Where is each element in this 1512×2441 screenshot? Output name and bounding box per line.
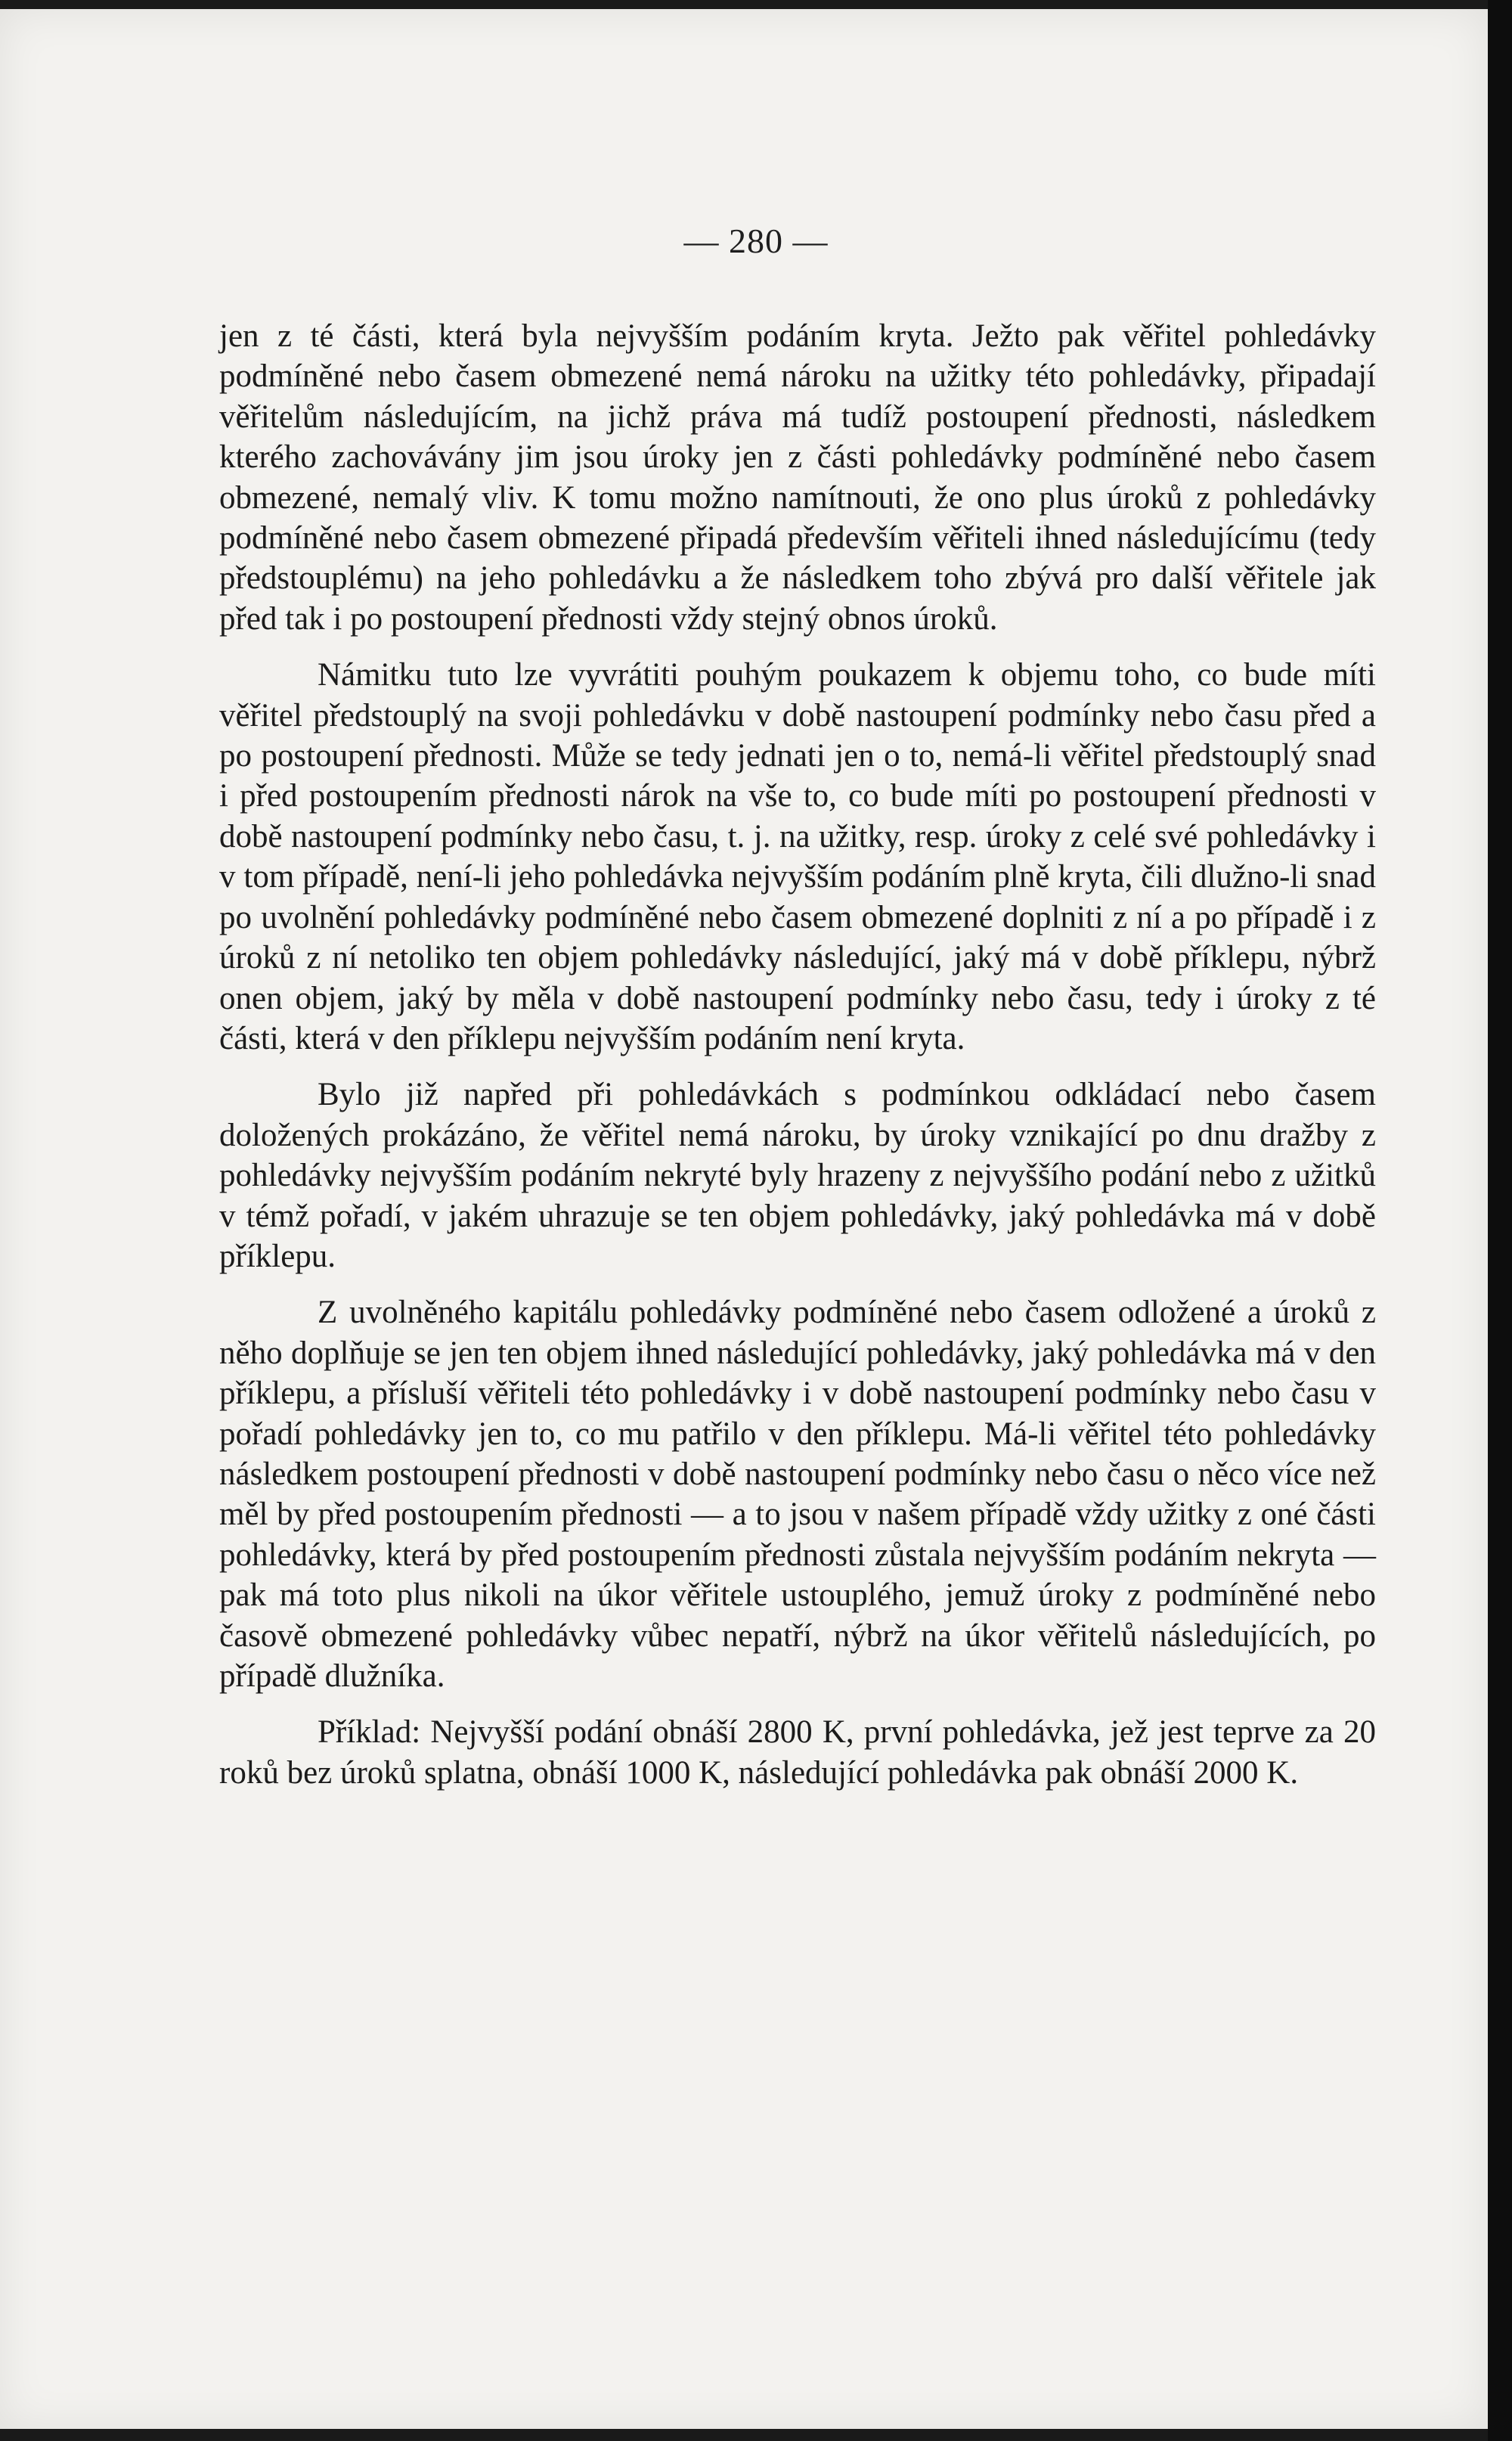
page-number: — 280 —	[683, 222, 829, 260]
body-text	[219, 316, 1376, 1809]
scan-edge	[1488, 0, 1512, 2441]
paragraph-1: jen z té části, která byla nejvyšším podáním kryta. Ježto pak věřitel pohledávky podmíněné nebo časem obmezené nemá nároku na užitky této pohledávky, připadají věřitelům následujícím, na jichž práva má tudíž postoupení přednosti, následkem kterého zachovávány jim jsou úroky jen z části pohledávky podmíněné nebo časem obmezené, nemalý vliv. K tomu možno namítnouti, že ono plus úroků z pohledávky podmíněné nebo časem obmezené připadá především věřiteli ihned následujícímu (tedy předstouplému) na jeho pohledávku a že následkem toho zbývá pro další věřitele jak před tak i po postoupení přednosti vždy stejný obnos úroků.	[219, 318, 1376, 637]
paragraph-3: Bylo již napřed při pohledávkách s podmínkou odkládací nebo časem doložených prokázáno, že věřitel nemá nároku, by úroky vznikající po dnu dražby z pohledávky nejvyšším podáním nekryté byly hrazeny z nejvyššího podání nebo z užitků v témž pořadí, v jakém uhrazuje se ten objem pohledávky, jaký pohledávka má v době příklepu.	[219, 1077, 1376, 1274]
paragraph-2: Námitku tuto lze vyvrátiti pouhým poukazem k objemu toho, co bude míti věřitel předstouplý na svoji pohledávku v době nastoupení podmínky nebo času před a po postoupení přednosti. Může se tedy jednati jen o to, nemá-li věřitel předstouplý snad i před postoupením přednosti nárok na vše to, co bude míti po postoupení přednosti v době nastoupení podmínky nebo času, t. j. na užitky, resp. úroky z celé své pohledávky i v tom případě, není-li jeho pohledávka nejvyšším podáním plně kryta, čili dlužno-li snad po uvolnění pohledávky podmíněné nebo časem obmezené doplniti z ní a po případě i z úroků z ní netoliko ten objem pohledávky následující, jaký má v době příklepu, nýbrž onen objem, jaký by měla v době nastoupení podmínky nebo času, tedy i úroky z té části, která v den příklepu nejvyšším podáním není kryta.	[219, 657, 1376, 1056]
paragraph-4: Z uvolněného kapitálu pohledávky podmíněné nebo časem odložené a úroků z něho doplňuje se jen ten objem ihned následující pohledávky, jaký pohledávka má v den příklepu, a přísluší věřiteli této pohledávky i v době nastoupení podmínky nebo času v pořadí pohledávky jen to, co mu patřilo v den příklepu. Má-li věřitel této pohledávky následkem postoupení přednosti v době nastoupení podmínky nebo času o něco více než měl by před postoupením přednosti — a to jsou v našem případě vždy užitky z oné části pohledávky, která by před postoupením přednosti zůstala nejvyšším podáním nekryta — pak má toto plus nikoli na úkor věřitele ustouplého, jemuž úroky z podmíněné nebo časově obmezené pohledávky vůbec nepatří, nýbrž na úkor věřitelů následujících, po případě dlužníka.	[219, 1295, 1376, 1694]
paragraph-5: Příklad: Nejvyšší podání obnáší 2800 K, první pohledávka, jež jest teprve za 20 roků bez úroků splatna, obnáší 1000 K, následující pohledávka pak obnáší 2000 K.	[219, 1714, 1376, 1791]
